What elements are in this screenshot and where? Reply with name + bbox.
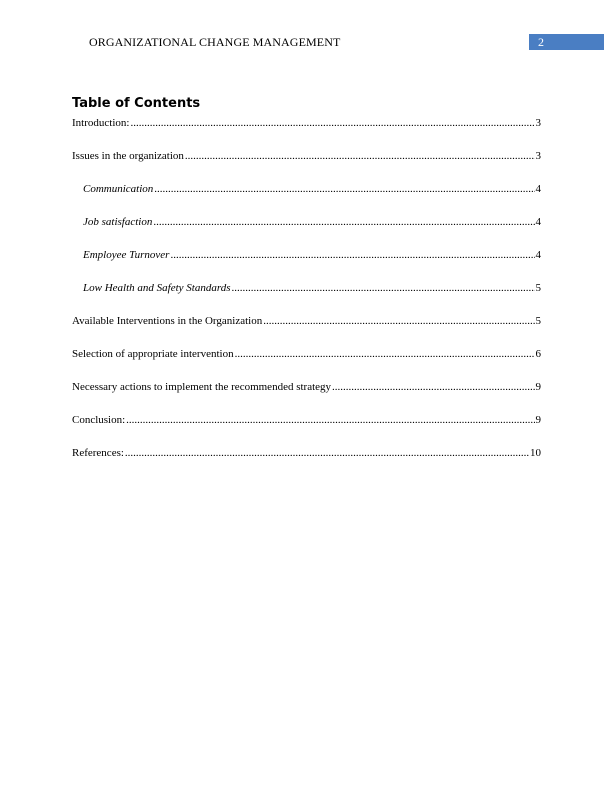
toc-entry-interventions[interactable] [72, 313, 541, 329]
toc-heading: Table of Contents [72, 96, 201, 111]
toc-entry-label: Introduction: [72, 117, 130, 129]
toc-entry-page: 3 [535, 150, 541, 162]
toc-entry-label: Selection of appropriate intervention [72, 348, 234, 360]
toc-entry-label: Low Health and Safety Standards [83, 282, 231, 294]
toc-dot-leader [154, 181, 534, 197]
toc-entry-page: 9 [535, 381, 541, 393]
toc-dot-leader [263, 313, 534, 329]
toc-dot-leader [153, 214, 534, 230]
toc-entry-page: 3 [535, 117, 541, 129]
toc-entry-page: 6 [535, 348, 541, 360]
toc-entry-page: 4 [535, 216, 541, 228]
toc-dot-leader [170, 247, 534, 263]
toc-entry-label: References: [72, 447, 124, 459]
toc-dot-leader [185, 148, 535, 164]
page-number: 2 [538, 35, 544, 49]
toc-entry-page: 4 [535, 249, 541, 261]
toc-entry-label: Employee Turnover [83, 249, 170, 261]
toc-dot-leader [130, 115, 534, 131]
toc-entry-label: Issues in the organization [72, 150, 184, 162]
toc-entry-necessary-actions[interactable] [72, 379, 541, 395]
toc-entry-job-satisfaction[interactable] [72, 214, 541, 230]
toc-dot-leader [332, 379, 534, 395]
toc-entry-health-safety[interactable] [72, 280, 541, 296]
toc-dot-leader [126, 412, 534, 428]
toc-entry-page: 4 [535, 183, 541, 195]
toc-entry-selection[interactable] [72, 346, 541, 362]
toc-entry-page: 5 [535, 315, 541, 327]
toc-entry-introduction[interactable] [72, 115, 541, 131]
toc-entry-label: Available Interventions in the Organization [72, 315, 263, 327]
toc-entry-references[interactable] [72, 445, 541, 461]
toc-entry-label: Communication [83, 183, 154, 195]
toc-dot-leader [231, 280, 534, 296]
toc-entry-label: Necessary actions to implement the recommended strategy [72, 381, 332, 393]
page-number-badge [529, 34, 604, 50]
toc-list [72, 115, 541, 478]
toc-entry-issues[interactable] [72, 148, 541, 164]
toc-entry-label: Job satisfaction [83, 216, 153, 228]
toc-entry-label: Conclusion: [72, 414, 126, 426]
toc-entry-conclusion[interactable] [72, 412, 541, 428]
toc-entry-page: 10 [530, 447, 541, 459]
toc-dot-leader [125, 445, 529, 461]
toc-entry-page: 9 [535, 414, 541, 426]
toc-entry-communication[interactable] [72, 181, 541, 197]
toc-entry-employee-turnover[interactable] [72, 247, 541, 263]
running-header-title: ORGANIZATIONAL CHANGE MANAGEMENT [89, 35, 341, 49]
toc-dot-leader [235, 346, 535, 362]
toc-entry-page: 5 [535, 282, 541, 294]
